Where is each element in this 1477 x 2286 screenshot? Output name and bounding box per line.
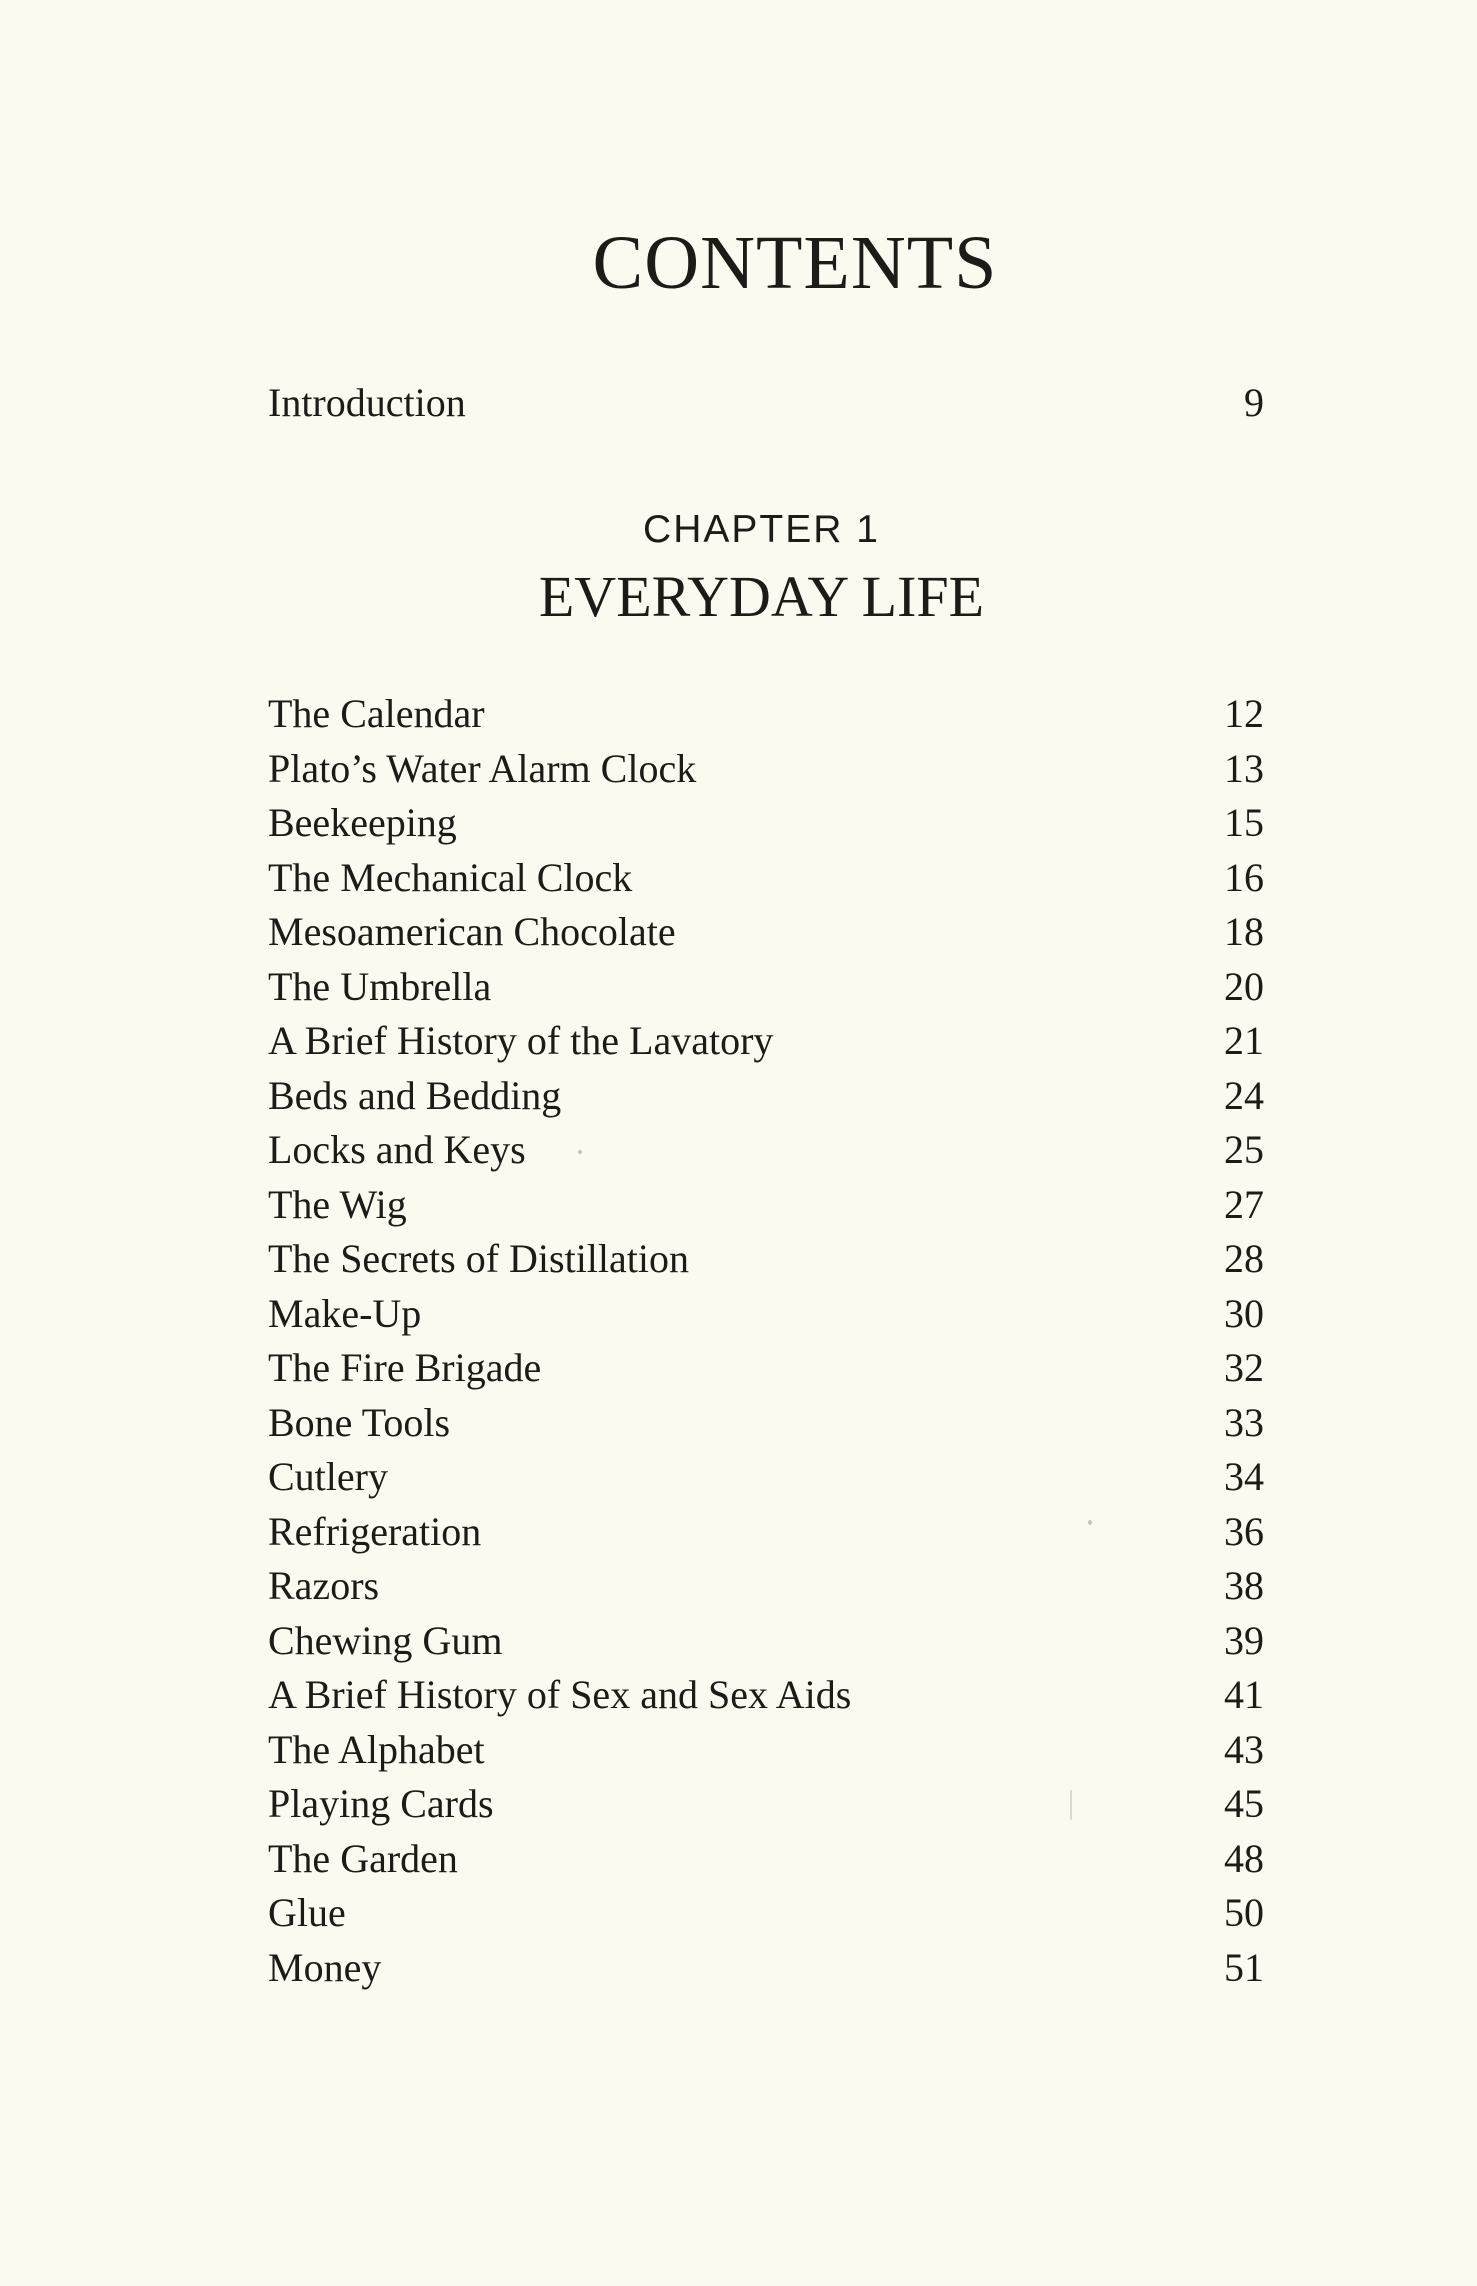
toc-entry-page: 43 (1224, 1726, 1264, 1772)
chapter-label: CHAPTER 1 (643, 508, 880, 551)
toc-entry-title: Money (268, 1944, 382, 1990)
toc-entry (268, 1341, 1264, 1396)
toc-entry-title: Bone Tools (268, 1399, 451, 1445)
toc-entry (268, 1232, 1264, 1287)
toc-entry (268, 1886, 1264, 1941)
toc-entry-page: 25 (1224, 1127, 1264, 1172)
toc-entry-page: 20 (1224, 963, 1264, 1009)
toc-entry (268, 1069, 1264, 1124)
toc-entry-title: Refrigeration (268, 1508, 482, 1554)
toc-entry-page: 15 (1224, 800, 1264, 845)
toc-entry (268, 905, 1264, 960)
toc-entry-page: 34 (1224, 1454, 1264, 1499)
toc-entry-page: 33 (1224, 1399, 1264, 1445)
toc-entry (268, 1287, 1264, 1342)
toc-entry (268, 1614, 1264, 1669)
toc-entry-title: A Brief History of Sex and Sex Aids (268, 1672, 852, 1717)
toc-entry-title: Chewing Gum (268, 1617, 503, 1663)
toc-entry-list (268, 687, 1264, 1995)
toc-entry-page: 36 (1224, 1508, 1264, 1554)
toc-entry (268, 1668, 1264, 1723)
toc-entry-title: The Calendar (268, 691, 485, 736)
toc-entry-page: 41 (1224, 1672, 1264, 1717)
toc-entry-page: 38 (1224, 1563, 1264, 1608)
toc-entry-page: 50 (1224, 1890, 1264, 1935)
toc-entry-page: 18 (1224, 909, 1264, 954)
toc-entry-title: Plato’s Water Alarm Clock (268, 745, 697, 791)
toc-entry (268, 1559, 1264, 1614)
toc-entry (268, 1450, 1264, 1505)
toc-entry-title: The Alphabet (268, 1726, 485, 1772)
toc-entry-title: Make-Up (268, 1290, 422, 1336)
toc-entry (268, 1014, 1264, 1069)
toc-entry-title: Mesoamerican Chocolate (268, 909, 676, 954)
toc-entry-page: 27 (1224, 1181, 1264, 1227)
toc-entry (268, 796, 1264, 851)
toc-entry-introduction (268, 376, 1264, 430)
toc-entry-page: 9 (1244, 380, 1264, 425)
toc-entry-page: 39 (1224, 1617, 1264, 1663)
toc-entry (268, 1832, 1264, 1887)
toc-entry-title: The Fire Brigade (268, 1345, 542, 1390)
toc-entry-page: 30 (1224, 1290, 1264, 1336)
toc-entry-title: The Garden (268, 1835, 458, 1881)
toc-entry (268, 851, 1264, 906)
toc-entry (268, 960, 1264, 1015)
toc-entry-page: 51 (1224, 1944, 1264, 1990)
toc-entry-page: 16 (1224, 854, 1264, 900)
toc-entry (268, 742, 1264, 797)
toc-entry (268, 1941, 1264, 1996)
paper-speck (1070, 1790, 1072, 1820)
toc-entry (268, 1723, 1264, 1778)
toc-entry (268, 1777, 1264, 1832)
toc-entry-title: The Wig (268, 1181, 407, 1227)
toc-entry-page: 21 (1224, 1018, 1264, 1063)
toc-entry-title: Introduction (268, 380, 466, 425)
toc-entry-page: 48 (1224, 1835, 1264, 1881)
toc-entry-title: Beds and Bedding (268, 1072, 562, 1118)
contents-heading: CONTENTS (592, 221, 998, 305)
toc-entry-page: 12 (1224, 691, 1264, 736)
toc-entry-title: The Secrets of Distillation (268, 1236, 690, 1281)
toc-entry-title: Razors (268, 1563, 380, 1608)
paper-speck (578, 1150, 582, 1154)
toc-entry-title: The Mechanical Clock (268, 854, 633, 900)
toc-entry-title: Glue (268, 1890, 346, 1935)
toc-entry-page: 28 (1224, 1236, 1264, 1281)
toc-entry-title: A Brief History of the Lavatory (268, 1018, 774, 1063)
toc-entry-title: Beekeeping (268, 800, 457, 845)
toc-entry-title: Playing Cards (268, 1781, 494, 1826)
toc-entry-title: Cutlery (268, 1454, 388, 1499)
toc-entry (268, 687, 1264, 742)
toc-entry (268, 1178, 1264, 1233)
toc-entry (268, 1123, 1264, 1178)
toc-entry-title: Locks and Keys (268, 1127, 526, 1172)
chapter-title: EVERYDAY LIFE (538, 564, 985, 629)
toc-entry (268, 1396, 1264, 1451)
toc-entry (268, 1505, 1264, 1560)
toc-entry-page: 24 (1224, 1072, 1264, 1118)
toc-entry-page: 32 (1224, 1345, 1264, 1390)
toc-entry-title: The Umbrella (268, 963, 492, 1009)
paper-speck (1088, 1520, 1092, 1525)
toc-entry-page: 13 (1224, 745, 1264, 791)
toc-entry-page: 45 (1224, 1781, 1264, 1826)
